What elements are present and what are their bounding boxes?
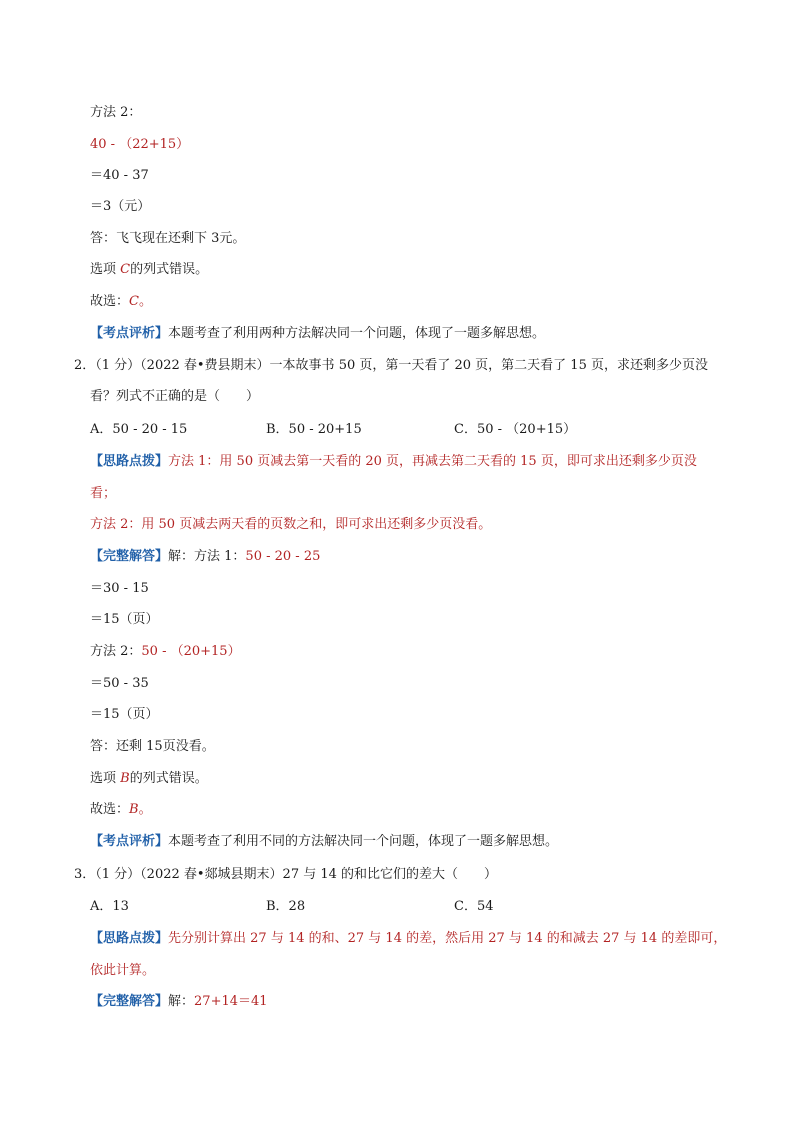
hint-text: 方法 1：用 50 页减去第一天看的 20 页，再减去第二天看的 15 页，即可求出还剩多少页没 bbox=[168, 454, 697, 469]
option-c: C．50 - （20+15） bbox=[454, 422, 577, 437]
answer-line bbox=[90, 738, 215, 756]
calc-unit: （页） bbox=[119, 612, 159, 627]
answer-suffix: 元。 bbox=[219, 231, 246, 246]
option-suffix: 的列式错误。 bbox=[130, 262, 209, 277]
option-a: A．13 bbox=[90, 899, 129, 914]
choose-line bbox=[90, 293, 152, 311]
solution-prefix: 解： bbox=[168, 994, 195, 1009]
calc-value: ＝15 bbox=[90, 707, 120, 722]
calc-step: ＝40 - 37 bbox=[90, 168, 149, 183]
hint-line bbox=[90, 453, 697, 471]
option-c: C．54 bbox=[454, 899, 494, 914]
question-2-stem-cont: 看？列式不正确的是（ ） bbox=[90, 389, 260, 404]
review-text: 本题考查了利用两种方法解决同一个问题，体现了一题多解思想。 bbox=[168, 326, 546, 341]
choose-suffix: 。 bbox=[138, 802, 152, 817]
hint-text-cont: 方法 2：用 50 页减去两天看的页数之和，即可求出还剩多少页没看。 bbox=[90, 517, 492, 532]
choose-suffix: 。 bbox=[138, 294, 152, 309]
solution-expression: 27+14＝41 bbox=[194, 994, 268, 1009]
answer-prefix: 答：还剩 bbox=[90, 739, 147, 754]
answer-number: 15 bbox=[146, 739, 163, 754]
option-wrong-line bbox=[90, 261, 208, 279]
hint-tag: 【思路点拨】 bbox=[90, 931, 169, 946]
review-line bbox=[90, 325, 545, 343]
solution-line bbox=[90, 548, 320, 566]
answer-line bbox=[90, 230, 245, 248]
solution-tag: 【完整解答】 bbox=[90, 549, 169, 564]
option-b: B．28 bbox=[266, 899, 306, 914]
solution-line bbox=[90, 993, 268, 1011]
method2-expression: 40 - （22+15） bbox=[90, 137, 190, 152]
solution-tag: 【完整解答】 bbox=[90, 994, 169, 1009]
review-tag: 【考点评析】 bbox=[90, 834, 169, 849]
hint-tag: 【思路点拨】 bbox=[90, 454, 169, 469]
question-3-stem: 3．（1 分）（2022 春•郯城县期末）27 与 14 的和比它们的差大（ ） bbox=[74, 867, 498, 882]
calc-step bbox=[90, 611, 159, 629]
review-line bbox=[90, 833, 558, 851]
choose-prefix: 故选： bbox=[90, 802, 130, 817]
hint-text-cont: 看； bbox=[90, 486, 117, 501]
review-text: 本题考查了利用不同的方法解决同一个问题，体现了一题多解思想。 bbox=[168, 834, 559, 849]
question-2-options bbox=[90, 421, 576, 439]
answer-number: 3 bbox=[211, 231, 220, 246]
calc-step bbox=[90, 706, 159, 724]
answer-suffix: 页没看。 bbox=[162, 739, 215, 754]
calc-value: ＝3 bbox=[90, 199, 112, 214]
option-prefix: 选项 bbox=[90, 262, 121, 277]
hint-line bbox=[90, 930, 726, 948]
choose-letter: B bbox=[129, 802, 139, 817]
calc-step: ＝30 - 15 bbox=[90, 581, 149, 596]
hint-text-cont: 依此计算。 bbox=[90, 963, 156, 978]
option-wrong-line bbox=[90, 770, 208, 788]
option-b: B．50 - 20+15 bbox=[266, 422, 362, 437]
method2-label: 方法 2： bbox=[90, 644, 142, 659]
option-prefix: 选项 bbox=[90, 771, 121, 786]
hint-text: 先分别计算出 27 与 14 的和、27 与 14 的差，然后用 27 与 14 的和减去 27 与 14 的差即可， bbox=[168, 931, 727, 946]
option-letter: B bbox=[120, 771, 130, 786]
calc-step bbox=[90, 198, 150, 216]
choose-letter: C bbox=[129, 294, 139, 309]
method2-expression: 50 - （20+15） bbox=[141, 644, 241, 659]
method2-label: 方法 2： bbox=[90, 105, 142, 120]
calc-unit: （页） bbox=[119, 707, 159, 722]
option-letter: C bbox=[120, 262, 131, 277]
choose-line bbox=[90, 801, 152, 819]
option-suffix: 的列式错误。 bbox=[129, 771, 208, 786]
solution-expression: 50 - 20 - 25 bbox=[245, 549, 321, 564]
review-tag: 【考点评析】 bbox=[90, 326, 169, 341]
choose-prefix: 故选： bbox=[90, 294, 130, 309]
question-2-stem: 2．（1 分）（2022 春•费县期末）一本故事书 50 页，第一天看了 20 页，第二天看了 15 页，求还剩多少页没 bbox=[74, 358, 708, 373]
calc-step: ＝50 - 35 bbox=[90, 676, 149, 691]
calc-unit: （元） bbox=[111, 199, 151, 214]
calc-value: ＝15 bbox=[90, 612, 120, 627]
method2-line bbox=[90, 643, 241, 661]
option-a: A．50 - 20 - 15 bbox=[90, 422, 188, 437]
solution-prefix: 解：方法 1： bbox=[168, 549, 246, 564]
answer-prefix: 答：飞飞现在还剩下 bbox=[90, 231, 212, 246]
question-3-options bbox=[90, 898, 494, 916]
